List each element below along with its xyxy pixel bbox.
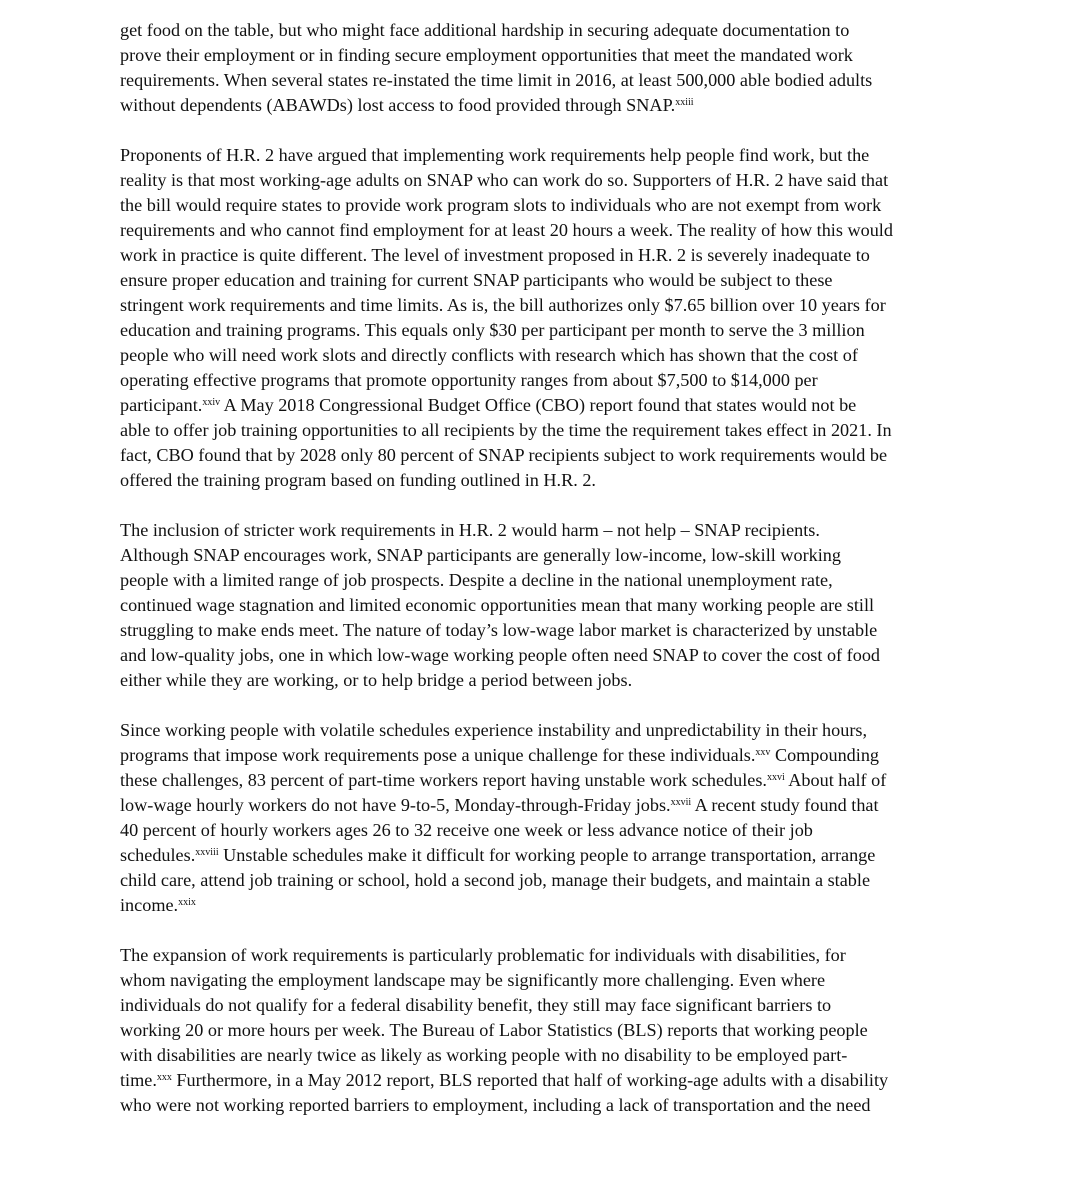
- text-line: [120, 18, 970, 43]
- text-line: [120, 893, 970, 918]
- text-run: The expansion of work requirements is particularly problematic for individuals with disabilities, for: [120, 945, 846, 965]
- text-run: The inclusion of stricter work requirements in H.R. 2 would harm – not help – SNAP recipients.: [120, 520, 820, 540]
- text-line: [120, 293, 970, 318]
- text-line: [120, 543, 970, 568]
- text-line: [120, 843, 970, 868]
- text-line: [120, 343, 970, 368]
- text-line: [120, 968, 970, 993]
- paragraph: [120, 943, 970, 1118]
- text-line: [120, 443, 970, 468]
- text-run: stringent work requirements and time limits. As is, the bill authorizes only $7.65 billion over 10 years for: [120, 295, 886, 315]
- text-run: either while they are working, or to help bridge a period between jobs.: [120, 670, 633, 690]
- text-run: the bill would require states to provide work program slots to individuals who are not exempt from work: [120, 195, 882, 215]
- text-run: struggling to make ends meet. The nature of today’s low-wage labor market is characterized by unstable: [120, 620, 878, 640]
- text-run: people with a limited range of job prospects. Despite a decline in the national unemployment rate,: [120, 570, 833, 590]
- text-line: [120, 993, 970, 1018]
- text-run: continued wage stagnation and limited economic opportunities mean that many working people are still: [120, 595, 875, 615]
- text-run: programs that impose work requirements pose a unique challenge for these individuals.: [120, 745, 756, 765]
- footnote-reference: xxix: [178, 897, 196, 908]
- text-run: ensure proper education and training for current SNAP participants who would be subject to these: [120, 270, 833, 290]
- text-line: [120, 643, 970, 668]
- text-line: [120, 743, 970, 768]
- text-line: [120, 768, 970, 793]
- text-line: [120, 793, 970, 818]
- text-run: low-wage hourly workers do not have 9-to-5, Monday-through-Friday jobs.: [120, 795, 671, 815]
- paragraph: [120, 18, 970, 118]
- text-line: [120, 318, 970, 343]
- text-run: working 20 or more hours per week. The Bureau of Labor Statistics (BLS) reports that working people: [120, 1020, 868, 1040]
- text-run: individuals do not qualify for a federal disability benefit, they still may face significant barriers to: [120, 995, 832, 1015]
- text-run: who were not working reported barriers to employment, including a lack of transportation and the need: [120, 1095, 871, 1115]
- text-run: operating effective programs that promote opportunity ranges from about $7,500 to $14,000 per: [120, 370, 818, 390]
- text-line: [120, 168, 970, 193]
- text-line: [120, 1018, 970, 1043]
- footnote-reference: xxiv: [202, 397, 221, 408]
- text-line: [120, 818, 970, 843]
- text-run: income.: [120, 895, 179, 915]
- text-run: Proponents of H.R. 2 have argued that implementing work requirements help people find work, but the: [120, 145, 870, 165]
- text-run: 40 percent of hourly workers ages 26 to 32 receive one week or less advance notice of their job: [120, 820, 813, 840]
- footnote-reference: xxv: [755, 747, 771, 758]
- text-run: requirements. When several states re-instated the time limit in 2016, at least 500,000 able bodied adults: [120, 70, 873, 90]
- text-run: offered the training program based on funding outlined in H.R. 2.: [120, 470, 596, 490]
- text-line: [120, 193, 970, 218]
- text-line: [120, 393, 970, 418]
- text-line: [120, 93, 970, 118]
- footnote-reference: xxviii: [195, 847, 219, 858]
- paragraph: [120, 718, 970, 918]
- footnote-reference: xxiii: [675, 97, 694, 108]
- text-run: Compounding: [770, 745, 880, 765]
- text-line: [120, 943, 970, 968]
- footnote-reference: xxx: [156, 1072, 172, 1083]
- text-run: A May 2018 Congressional Budget Office (CBO) report found that states would not be: [220, 395, 857, 415]
- text-run: schedules.: [120, 845, 196, 865]
- text-run: prove their employment or in finding secure employment opportunities that meet the mandated work: [120, 45, 853, 65]
- paragraph: [120, 143, 970, 493]
- text-line: [120, 1068, 970, 1093]
- text-run: people who will need work slots and directly conflicts with research which has shown that the cost of: [120, 345, 858, 365]
- text-run: without dependents (ABAWDs) lost access to food provided through SNAP.: [120, 95, 676, 115]
- text-run: reality is that most working-age adults on SNAP who can work do so. Supporters of H.R. 2 have said that: [120, 170, 889, 190]
- text-run: and low-quality jobs, one in which low-wage working people often need SNAP to cover the cost of food: [120, 645, 881, 665]
- text-line: [120, 518, 970, 543]
- text-line: [120, 418, 970, 443]
- document-page: [120, 18, 970, 1143]
- text-run: with disabilities are nearly twice as likely as working people with no disability to be employed part-: [120, 1045, 848, 1065]
- text-line: [120, 593, 970, 618]
- text-line: [120, 1043, 970, 1068]
- text-run: About half of: [784, 770, 887, 790]
- text-run: work in practice is quite different. The level of investment proposed in H.R. 2 is severely inadequate to: [120, 245, 870, 265]
- text-run: Unstable schedules make it difficult for working people to arrange transportation, arrange: [218, 845, 876, 865]
- text-run: able to offer job training opportunities to all recipients by the time the requirement takes effect in 2021. In: [120, 420, 892, 440]
- footnote-reference: xxvii: [670, 797, 692, 808]
- text-run: Since working people with volatile schedules experience instability and unpredictability in their hours,: [120, 720, 868, 740]
- text-run: A recent study found that: [691, 795, 879, 815]
- text-line: [120, 268, 970, 293]
- text-line: [120, 468, 970, 493]
- text-line: [120, 43, 970, 68]
- text-line: [120, 1093, 970, 1118]
- text-line: [120, 68, 970, 93]
- text-line: [120, 668, 970, 693]
- text-line: [120, 568, 970, 593]
- text-line: [120, 243, 970, 268]
- paragraph: [120, 518, 970, 693]
- text-line: [120, 868, 970, 893]
- text-line: [120, 143, 970, 168]
- text-line: [120, 618, 970, 643]
- text-line: [120, 368, 970, 393]
- text-line: [120, 718, 970, 743]
- text-run: get food on the table, but who might face additional hardship in securing adequate documentation to: [120, 20, 850, 40]
- text-run: requirements and who cannot find employment for at least 20 hours a week. The reality of how this would: [120, 220, 893, 240]
- text-run: time.: [120, 1070, 157, 1090]
- text-run: fact, CBO found that by 2028 only 80 percent of SNAP recipients subject to work requirements would be: [120, 445, 888, 465]
- text-run: Although SNAP encourages work, SNAP participants are generally low-income, low-skill working: [120, 545, 841, 565]
- text-run: participant.: [120, 395, 203, 415]
- text-run: child care, attend job training or school, hold a second job, manage their budgets, and maintain a stable: [120, 870, 871, 890]
- text-run: Furthermore, in a May 2012 report, BLS reported that half of working-age adults with a disability: [171, 1070, 889, 1090]
- text-line: [120, 218, 970, 243]
- text-run: whom navigating the employment landscape may be significantly more challenging. Even where: [120, 970, 826, 990]
- text-run: these challenges, 83 percent of part-time workers report having unstable work schedules.: [120, 770, 767, 790]
- footnote-reference: xxvi: [766, 772, 785, 783]
- text-run: education and training programs. This equals only $30 per participant per month to serve the 3 million: [120, 320, 865, 340]
